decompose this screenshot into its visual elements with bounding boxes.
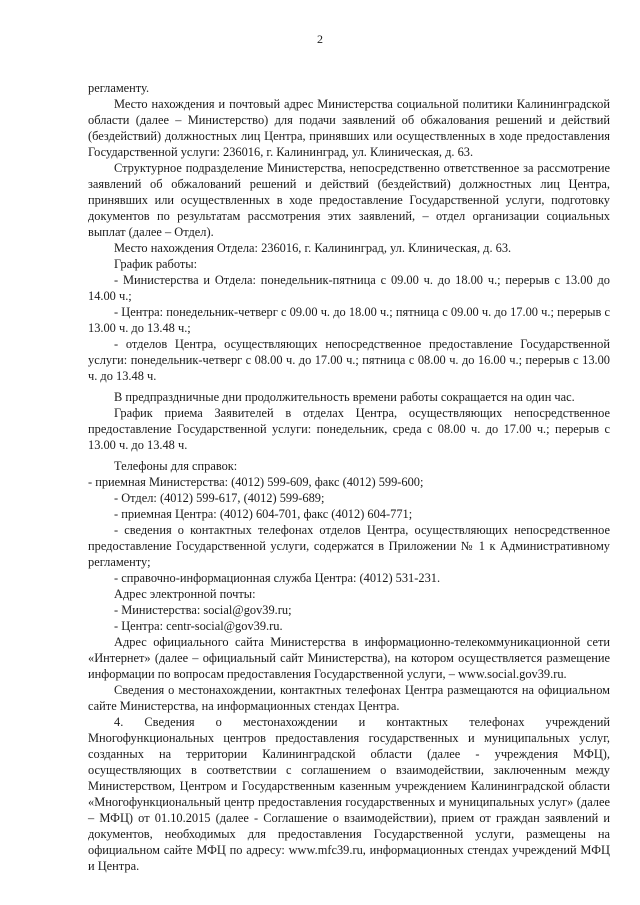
paragraph: Адрес официального сайта Министерства в информационно-телекоммуникационной сети «Интернет» (далее – официальный сайт Министерства), на котором осуществляется размещение информации по вопросам предоставления Государственной услуги, – www.social.gov39.ru. bbox=[88, 635, 610, 681]
paragraph: Структурное подразделение Министерства, непосредственно ответственное за рассмотрение заявлений об обжалований решений и действий (бездействий) должностных лиц Центра, принявших или осуществленных в ходе предоставление Государственной услуги, подготовку документов по результатам рассмотрения этих заявлений, – отдел организации социальных выплат (далее – Отдел). bbox=[88, 161, 610, 239]
paragraph: Сведения о местонахождении, контактных телефонах Центра размещаются на официальном сайте Министерства, на информационных стендах Центра. bbox=[88, 683, 610, 713]
paragraph: - справочно-информационная служба Центра: (4012) 531-231. bbox=[114, 571, 441, 585]
paragraph: В предпраздничные дни продолжительность времени работы сокращается на один час. bbox=[114, 390, 575, 404]
page-number: 2 bbox=[317, 32, 323, 46]
paragraph: - приемная Министерства: (4012) 599-609, факс (4012) 599-600; bbox=[88, 475, 424, 489]
paragraph: График приема Заявителей в отделах Центра, осуществляющих непосредственное предоставление Государственной услуги: понедельник, среда с 08.00 ч. до 17.00 ч.; перерыв с 13.00 ч. до 13.48 ч. bbox=[88, 406, 610, 452]
paragraph: 4. Сведения о местонахождении и контактных телефонах учреждений Многофункциональных центров предоставления государственных и муниципальных услуг, созданных на территории Калининградской области (далее - учреждения МФЦ), осуществляющих в соответствии с соглашением о взаимодействии, заключенным между Министерством, Центром и Государственным казенным учреждением Калининградской области «Многофункциональный центр предоставления государственных и муниципальных услуг» (далее – МФЦ) от 01.10.2015 (далее - Соглашение о взаимодействии), прием от граждан заявлений и документов, необходимых для предоставления Государственной услуги, размещены на официальном сайте МФЦ по адресу: www.mfc39.ru, информационных стендах учреждений МФЦ и Центра. bbox=[88, 715, 610, 873]
paragraph: - приемная Центра: (4012) 604-701, факс (4012) 604-771; bbox=[114, 507, 413, 521]
paragraph: Место нахождения Отдела: 236016, г. Калининград, ул. Клиническая, д. 63. bbox=[114, 241, 512, 255]
paragraph: - Отдел: (4012) 599-617, (4012) 599-689; bbox=[114, 491, 325, 505]
paragraph: Место нахождения и почтовый адрес Министерства социальной политики Калининградской области (далее – Министерство) для подачи заявлений об обжалования решений и действий (бездействий) должностных лиц Центра, принявших или осуществленных в ходе предоставления Государственной услуги: 236016, г. Калининград, ул. Клиническая, д. 63. bbox=[88, 97, 610, 159]
paragraph: - Центра: понедельник-четверг с 09.00 ч. до 18.00 ч.; пятница с 09.00 ч. до 17.00 ч.; перерыв с 13.00 ч. до 13.48 ч.; bbox=[88, 305, 610, 335]
paragraph: - Центра: centr-social@gov39.ru. bbox=[114, 619, 283, 633]
paragraph: - Министерства и Отдела: понедельник-пятница с 09.00 ч. до 18.00 ч.; перерыв с 13.00 до 14.00 ч.; bbox=[88, 273, 610, 303]
paragraph: Адрес электронной почты: bbox=[114, 587, 256, 601]
paragraph: График работы: bbox=[114, 257, 198, 271]
paragraph: регламенту. bbox=[88, 81, 150, 95]
paragraph: - отделов Центра, осуществляющих непосредственное предоставление Государственной услуги: понедельник-четверг с 08.00 ч. до 17.00 ч.; пятница с 08.00 ч. до 16.00 ч.; перерыв с 13.00 ч. до 13.48 ч. bbox=[88, 337, 610, 383]
document-body bbox=[88, 80, 610, 874]
paragraph: - сведения о контактных телефонах отделов Центра, осуществляющих непосредственное предоставление Государственной услуги, содержатся в Приложении № 1 к Административному регламенту; bbox=[88, 523, 610, 569]
paragraph: - Министерства: social@gov39.ru; bbox=[114, 603, 292, 617]
paragraph: Телефоны для справок: bbox=[114, 459, 238, 473]
